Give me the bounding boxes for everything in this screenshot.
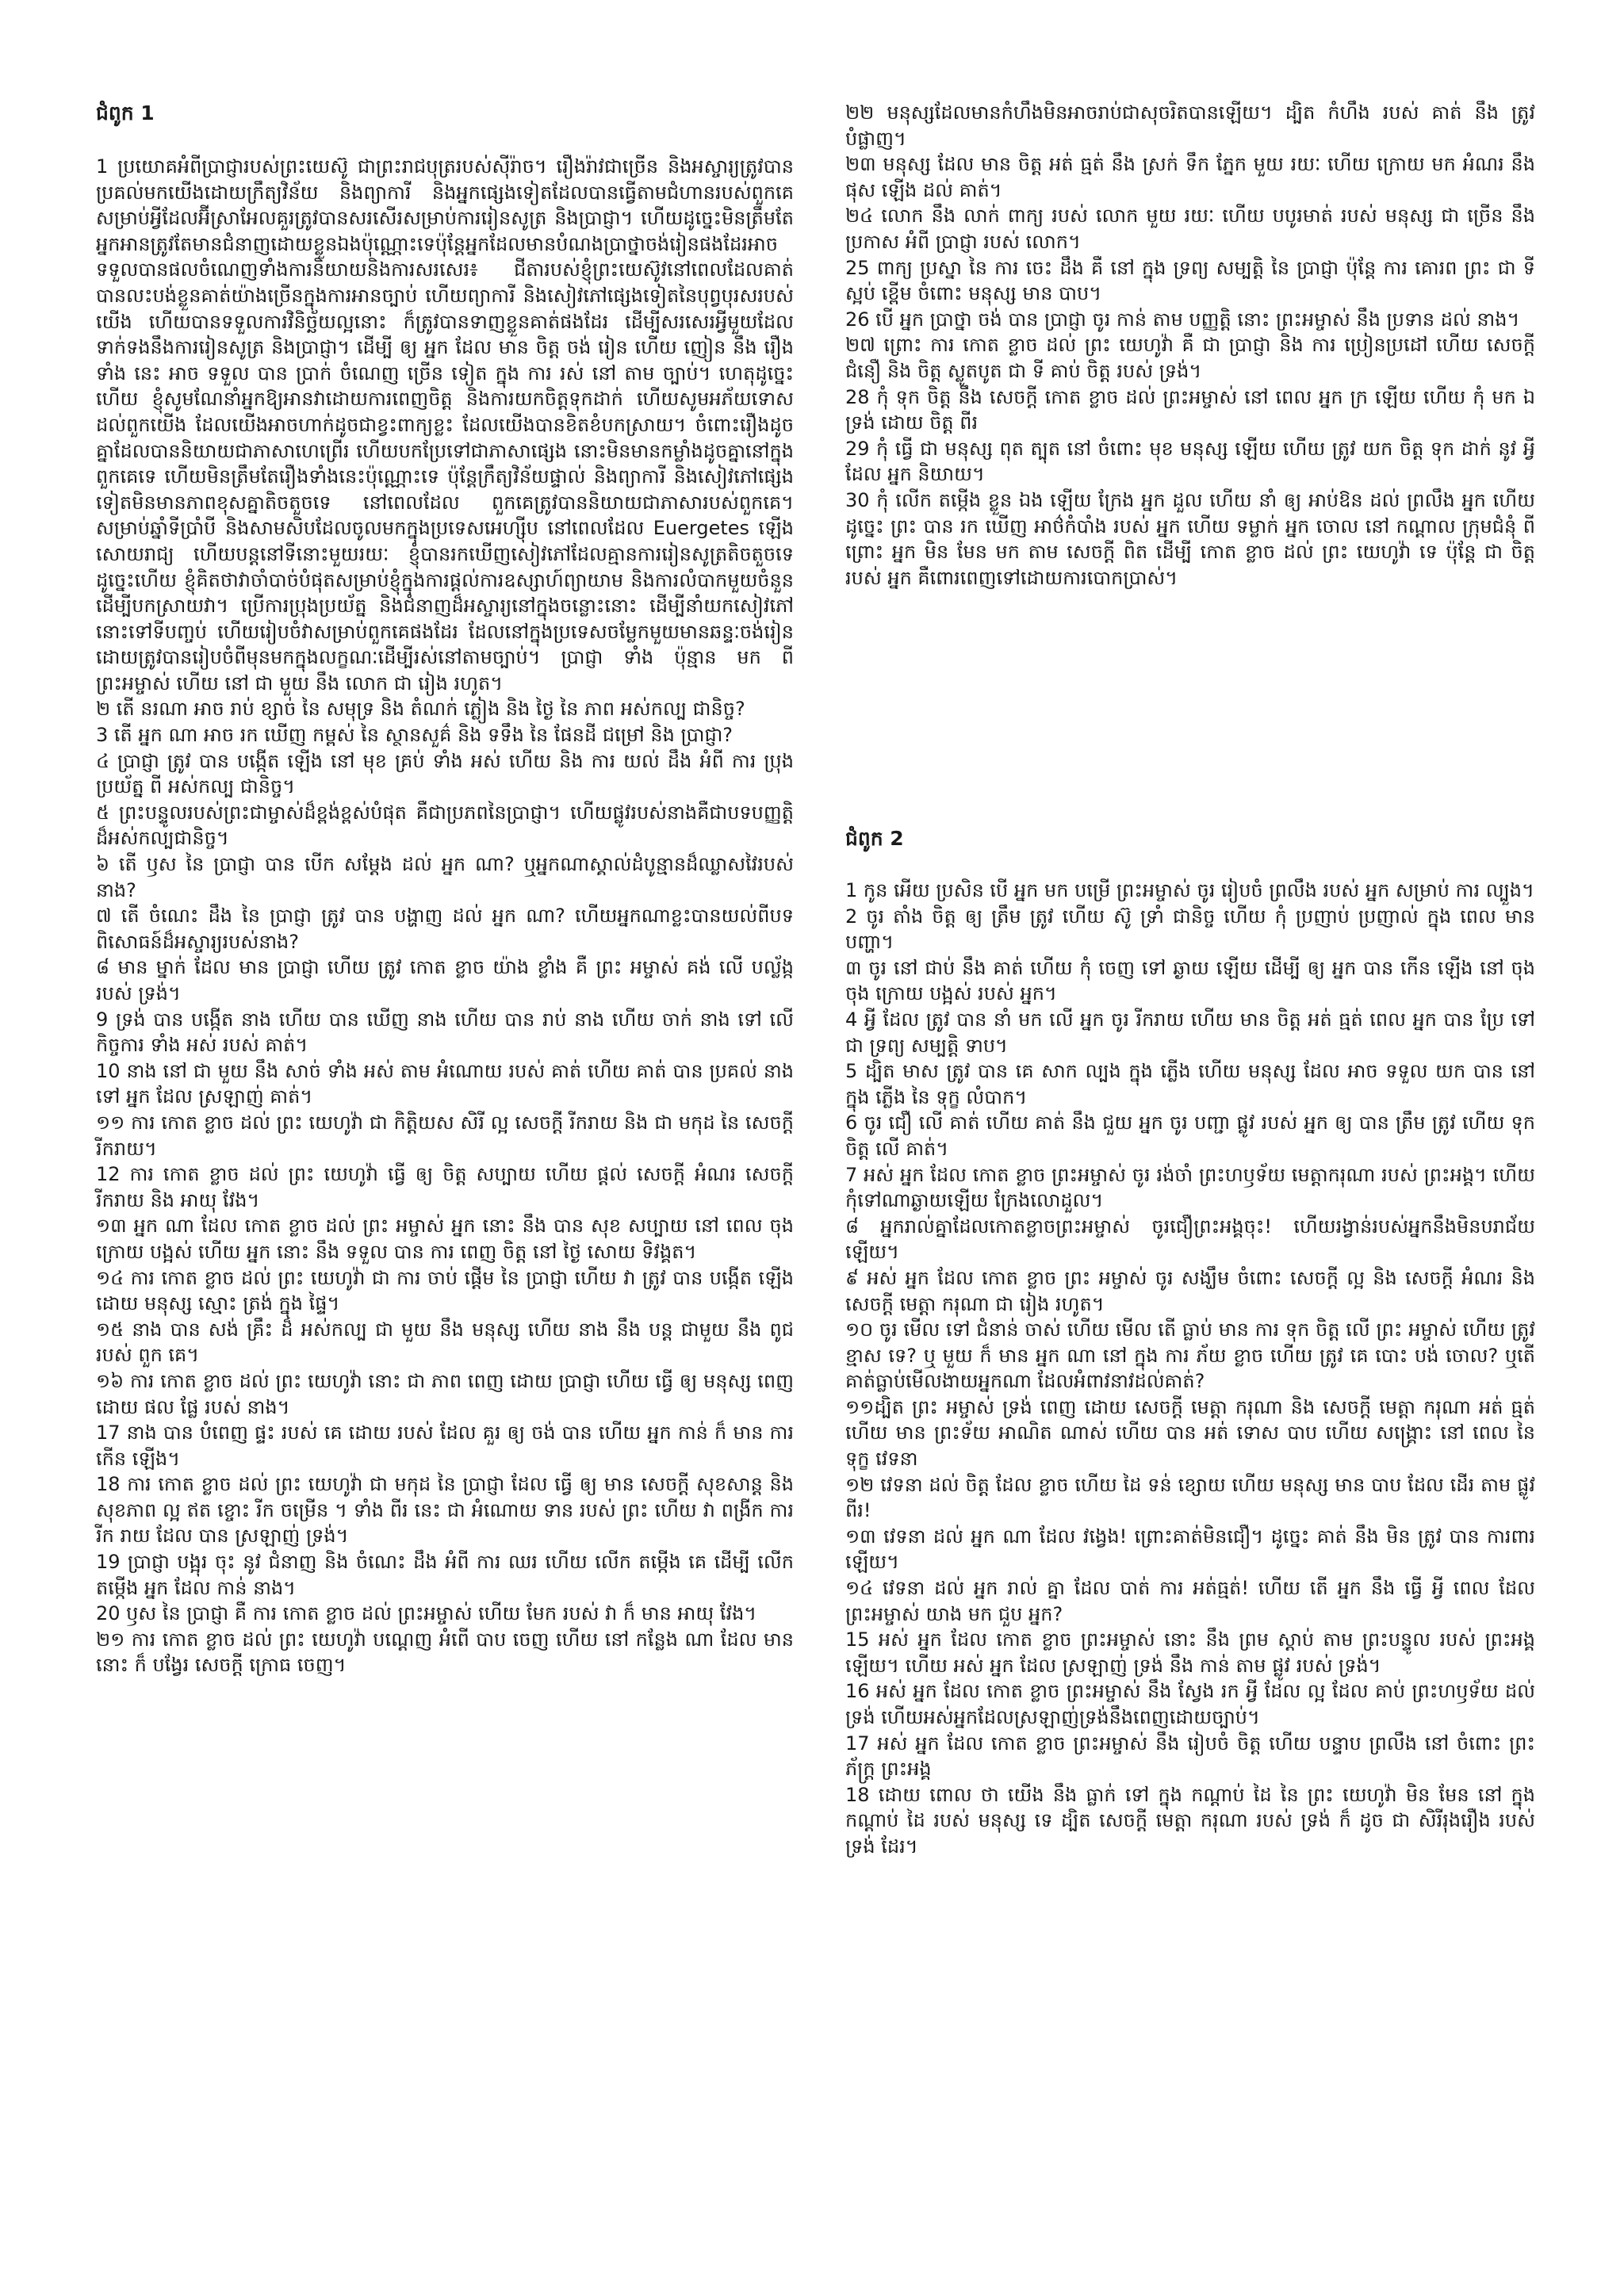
chapter-2-passage: 1 កូន អើយ ប្រសិន បើ អ្នក មក បម្រើ ព្រះអម្ចាស់ ចូរ រៀបចំ ព្រលឹង របស់ អ្នក សម្រាប់ ការ ល្បួង។ 2 ចូរ តាំង ចិត្ត ឲ្យ ត្រឹម ត្រូវ ហើយ ស៊ូ ទ្រាំ ជានិច្ច ហើយ កុំ ប្រញាប់ ប្រញាល់ ក្នុង ពេល មាន បញ្ហា។ ៣ ចូរ នៅ ជាប់ នឹង គាត់ ហើយ កុំ ចេញ ទៅ ឆ្ងាយ ឡើយ ដើម្បី ឲ្យ អ្នក បាន កើន ឡើង នៅ ចុង ចុង ក្រោយ បង្អស់ របស់ អ្នក។ 4 អ្វី ដែល ត្រូវ បាន នាំ មក លើ អ្នក ចូរ រីករាយ ហើយ មាន ចិត្ត អត់ ធ្មត់ ពេល អ្នក បាន ប្រែ ទៅ ជា ទ្រព្យ សម្បត្តិ ទាប។ 5 ដ្បិត មាស ត្រូវ បាន គេ សាក ល្បង ក្នុង ភ្លើង ហើយ មនុស្ស ដែល អាច ទទួល យក បាន នៅ ក្នុង ភ្លើង នៃ ទុក្ខ លំបាក។ 6 ចូរ ជឿ លើ គាត់ ហើយ គាត់ នឹង ជួយ អ្នក ចូរ បញ្ជា ផ្លូវ របស់ អ្នក ឲ្យ បាន ត្រឹម ត្រូវ ហើយ ទុក ចិត្ត លើ គាត់។ 7 អស់ អ្នក ដែល កោត ខ្លាច ព្រះអម្ចាស់ ចូរ រង់ចាំ ព្រះហឫទ័យ មេត្តាករុណា របស់ ព្រះអង្គ។ ហើយកុំទៅណាឆ្ងាយឡើយ ក្រែងលោដួល។ ៨ អ្នករាល់គ្នាដែលកោតខ្លាចព្រះអម្ចាស់ ចូរជឿព្រះអង្គចុះ! ហើយរង្វាន់របស់អ្នកនឹងមិនបរាជ័យឡើយ។ ៩ អស់ អ្នក ដែល កោត ខ្លាច ព្រះ អម្ចាស់ ចូរ សង្ឃឹម ចំពោះ សេចក្តី ល្អ និង សេចក្តី អំណរ និង សេចក្តី មេត្តា ករុណា ជា រៀង រហូត។ ១០ ចូរ មើល ទៅ ជំនាន់ ចាស់ ហើយ មើល តើ ធ្លាប់ មាន ការ ទុក ចិត្ត លើ ព្រះ អម្ចាស់ ហើយ ត្រូវ ខ្មាស ទេ? ឬ មួយ ក៏ មាន អ្នក ណា នៅ ក្នុង ការ ភ័យ ខ្លាច ហើយ ត្រូវ គេ បោះ បង់ ចោល? ឬតើគាត់ធ្លាប់មើលងាយអ្នកណា ដែលអំពាវនាវដល់គាត់? ១១ដ្បិត ព្រះ អម្ចាស់ ទ្រង់ ពេញ ដោយ សេចក្តី មេត្តា ករុណា និង សេចក្ដី មេត្តា ករុណា អត់ ធ្មត់ ហើយ មាន ព្រះទ័យ អាណិត ណាស់ ហើយ បាន អត់ ទោស បាប ហើយ សង្គ្រោះ នៅ ពេល នៃ ទុក្ខ វេទនា ១២ វេទនា ដល់ ចិត្ត ដែល ខ្លាច ហើយ ដៃ ទន់ ខ្សោយ ហើយ មនុស្ស មាន បាប ដែល ដើរ តាម ផ្លូវ ពីរ! ១៣ វេទនា ដល់ អ្នក ណា ដែល វង្វេង! ព្រោះគាត់មិនជឿ។ ដូច្នេះ គាត់ នឹង មិន ត្រូវ បាន ការពារ ឡើយ។ ១៤ វេទនា ដល់ អ្នក រាល់ គ្នា ដែល បាត់ ការ អត់ធ្មត់! ហើយ តើ អ្នក នឹង ធ្វើ អ្វី ពេល ដែល ព្រះអម្ចាស់ យាង មក ជួប អ្នក? 15 អស់ អ្នក ដែល កោត ខ្លាច ព្រះអម្ចាស់ នោះ នឹង ព្រម ស្តាប់ តាម ព្រះបន្ទូល របស់ ព្រះអង្គ ឡើយ។ ហើយ អស់ អ្នក ដែល ស្រឡាញ់ ទ្រង់ នឹង កាន់ តាម ផ្លូវ របស់ ទ្រង់។ 16 អស់ អ្នក ដែល កោត ខ្លាច ព្រះអម្ចាស់ នឹង ស្វែង រក អ្វី ដែល ល្អ ដែល គាប់ ព្រះហឫទ័យ ដល់ ទ្រង់ ហើយអស់អ្នកដែលស្រឡាញ់ទ្រង់នឹងពេញដោយច្បាប់។ 17 អស់ អ្នក ដែល កោត ខ្លាច ព្រះអម្ចាស់ នឹង រៀបចំ ចិត្ត ហើយ បន្ទាប ព្រលឹង នៅ ចំពោះ ព្រះភ័ក្ត្រ ព្រះអង្គ 18 ដោយ ពោល ថា យើង នឹង ធ្លាក់ ទៅ ក្នុង កណ្ដាប់ ដៃ នៃ ព្រះ យេហូវ៉ា មិន មែន នៅ ក្នុង កណ្ដាប់ ដៃ របស់ មនុស្ស ទេ ដ្បិត សេចក្ដី មេត្តា ករុណា របស់ ទ្រង់ ក៏ ដូច ជា សិរីរុងរឿង របស់ ទ្រង់ ដែរ។ [845, 879, 1535, 1858]
chapter-2-heading: ជំពូក 2 [845, 827, 904, 850]
chapter-1-passage: 1 ប្រយោគអំពីប្រាជ្ញារបស់ព្រះយេស៊ូ ជាព្រះរាជបុត្ររបស់ស៊ីរ៉ាច។ រឿងរ៉ាវជាច្រើន និងអស្ចារ្យត្រូវបានប្រគល់មកយើងដោយក្រឹត្យវិន័យ និងព្យាការី និងអ្នកផ្សេងទៀតដែលបានធ្វើតាមជំហានរបស់ពួកគេ សម្រាប់អ្វីដែលអ៊ីស្រាអែលគួរត្រូវបានសរសើរសម្រាប់ការរៀនសូត្រ និងប្រាជ្ញា។ ហើយដូច្នេះមិនត្រឹមតែអ្នកអានត្រូវតែមានជំនាញដោយខ្លួនឯងប៉ុណ្ណោះទេប៉ុន្តែអ្នកដែលមានបំណងប្រាថ្នាចង់រៀនផងដែរអាចទទួលបានផលចំណេញទាំងការនិយាយនិងការសរសេរ៖ ជីតារបស់ខ្ញុំព្រះយេស៊ូវនៅពេលដែលគាត់បានលះបង់ខ្លួនគាត់យ៉ាងច្រើនក្នុងការអានច្បាប់ ហើយព្យាការី និងសៀវភៅផ្សេងទៀតនៃបុព្វបុរសរបស់យើង ហើយបានទទួលការវិនិច្ឆ័យល្អនោះ ក៏ត្រូវបានទាញខ្លួនគាត់ផងដែរ ដើម្បីសរសេរអ្វីមួយដែលទាក់ទងនឹងការរៀនសូត្រ និងប្រាជ្ញា។ ដើម្បី ឲ្យ អ្នក ដែល មាន ចិត្ត ចង់ រៀន ហើយ ញៀន នឹង រឿង ទាំង នេះ អាច ទទួល បាន ប្រាក់ ចំណេញ ច្រើន ទៀត ក្នុង ការ រស់ នៅ តាម ច្បាប់។ ហេតុដូច្នេះហើយ ខ្ញុំសូមណែនាំអ្នកឱ្យអានវាដោយការពេញចិត្ត និងការយកចិត្តទុកដាក់ ហើយសូមអភ័យទោសដល់ពួកយើង ដែលយើងអាចហាក់ដូចជាខ្វះពាក្យខ្លះ ដែលយើងបានខិតខំបកស្រាយ។ ចំពោះរឿងដូចគ្នាដែលបាននិយាយជាភាសាហេព្រើរ ហើយបកប្រែទៅជាភាសាផ្សេង នោះមិនមានកម្លាំងដូចគ្នានៅក្នុងពួកគេទេ ហើយមិនត្រឹមតែរឿងទាំងនេះប៉ុណ្ណោះទេ ប៉ុន្តែក្រឹត្យវិន័យផ្ទាល់ និងព្យាការី និងសៀវភៅផ្សេងទៀតមិនមានភាពខុសគ្នាតិចតួចទេ នៅពេលដែល ពួកគេត្រូវបាននិយាយជាភាសារបស់ពួកគេ។ សម្រាប់ឆ្នាំទីប្រាំបី និងសាមសិបដែលចូលមកក្នុងប្រទេសអេហ្ស៊ីប នៅពេលដែល Euergetes ឡើងសោយរាជ្យ ហើយបន្តនៅទីនោះមួយរយៈ ខ្ញុំបានរកឃើញសៀវភៅដែលគ្មានការរៀនសូត្រតិចតួចទេ ដូច្នេះហើយ ខ្ញុំគិតថាវាចាំបាច់បំផុតសម្រាប់ខ្ញុំក្នុងការផ្តល់ការឧស្សាហ៍ព្យាយាម និងការលំបាកមួយចំនួនដើម្បីបកស្រាយវា។ ប្រើការប្រុងប្រយ័ត្ន និងជំនាញដ៏អស្ចារ្យនៅក្នុងចន្លោះនោះ ដើម្បីនាំយកសៀវភៅនោះទៅទីបញ្ចប់ ហើយរៀបចំវាសម្រាប់ពួកគេផងដែរ ដែលនៅក្នុងប្រទេសចម្លែកមួយមានឆន្ទៈចង់រៀន ដោយត្រូវបានរៀបចំពីមុនមកក្នុងលក្ខណៈដើម្បីរស់នៅតាមច្បាប់។ ប្រាជ្ញា ទាំង ប៉ុន្មាន មក ពី ព្រះអម្ចាស់ ហើយ នៅ ជា មួយ នឹង លោក ជា រៀង រហូត។ ២ តើ នរណា អាច រាប់ ខ្សាច់ នៃ សមុទ្រ និង តំណក់ ភ្លៀង និង ថ្ងៃ នៃ ភាព អស់កល្ប ជានិច្ច? 3 តើ អ្នក ណា អាច រក ឃើញ កម្ពស់ នៃ ស្ថានសួគ៌ និង ទទឹង នៃ ផែនដី ជម្រៅ និង ប្រាជ្ញា? ៤ ប្រាជ្ញា ត្រូវ បាន បង្កើត ឡើង នៅ មុខ គ្រប់ ទាំង អស់ ហើយ និង ការ យល់ ដឹង អំពី ការ ប្រុង ប្រយ័ត្ន ពី អស់កល្ប ជានិច្ច។ ៥ ព្រះបន្ទូលរបស់ព្រះជាម្ចាស់ដ៏ខ្ពង់ខ្ពស់បំផុត គឺជាប្រភពនៃប្រាជ្ញា។ ហើយផ្លូវរបស់នាងគឺជាបទបញ្ញត្តិដ៏អស់កល្បជានិច្ច។ ៦ តើ ឫស នៃ ប្រាជ្ញា បាន បើក សម្តែង ដល់ អ្នក ណា? ឬអ្នកណាស្គាល់ដំបូន្មានដ៏ឈ្លាសវៃរបស់នាង? ៧ តើ ចំណេះ ដឹង នៃ ប្រាជ្ញា ត្រូវ បាន បង្ហាញ ដល់ អ្នក ណា? ហើយអ្នកណាខ្លះបានយល់ពីបទពិសោធន៍ដ៏អស្ចារ្យរបស់នាង? ៨ មាន ម្នាក់ ដែល មាន ប្រាជ្ញា ហើយ ត្រូវ កោត ខ្លាច យ៉ាង ខ្លាំង គឺ ព្រះ អម្ចាស់ គង់ លើ បល្ល័ង្ក របស់ ទ្រង់។ 9 ទ្រង់ បាន បង្កើត នាង ហើយ បាន ឃើញ នាង ហើយ បាន រាប់ នាង ហើយ ចាក់ នាង ទៅ លើ កិច្ចការ ទាំង អស់ របស់ គាត់។ 10 នាង នៅ ជា មួយ នឹង សាច់ ទាំង អស់ តាម អំណោយ របស់ គាត់ ហើយ គាត់ បាន ប្រគល់ នាង ទៅ អ្នក ដែល ស្រឡាញ់ គាត់។ ១១ ការ កោត ខ្លាច ដល់ ព្រះ យេហូវ៉ា ជា កិត្តិយស សិរី ល្អ សេចក្តី រីករាយ និង ជា មកុដ នៃ សេចក្តី រីករាយ។ 12 ការ កោត ខ្លាច ដល់ ព្រះ យេហូវ៉ា ធ្វើ ឲ្យ ចិត្ត សប្បាយ ហើយ ផ្តល់ សេចក្តី អំណរ សេចក្តី រីករាយ និង អាយុ វែង។ ១៣ អ្នក ណា ដែល កោត ខ្លាច ដល់ ព្រះ អម្ចាស់ អ្នក នោះ នឹង បាន សុខ សប្បាយ នៅ ពេល ចុង ក្រោយ បង្អស់ ហើយ អ្នក នោះ នឹង ទទួល បាន ការ ពេញ ចិត្ត នៅ ថ្ងៃ សោយ ទិវង្គត។ ១៤ ការ កោត ខ្លាច ដល់ ព្រះ យេហូវ៉ា ជា ការ ចាប់ ផ្ដើម នៃ ប្រាជ្ញា ហើយ វា ត្រូវ បាន បង្កើត ឡើង ដោយ មនុស្ស ស្មោះ ត្រង់ ក្នុង ផ្ទៃ។ ១៥ នាង បាន សង់ គ្រឹះ ដ៏ អស់កល្ប ជា មួយ នឹង មនុស្ស ហើយ នាង នឹង បន្ត ជាមួយ នឹង ពូជ របស់ ពួក គេ។ ១៦ ការ កោត ខ្លាច ដល់ ព្រះ យេហូវ៉ា នោះ ជា ភាព ពេញ ដោយ ប្រាជ្ញា ហើយ ធ្វើ ឲ្យ មនុស្ស ពេញ ដោយ ផល ផ្លែ របស់ នាង។ 17 នាង បាន បំពេញ ផ្ទះ របស់ គេ ដោយ របស់ ដែល គួរ ឲ្យ ចង់ បាន ហើយ អ្នក កាន់ ក៏ មាន ការ កើន ឡើង។ 18 ការ កោត ខ្លាច ដល់ ព្រះ យេហូវ៉ា ជា មកុដ នៃ ប្រាជ្ញា ដែល ធ្វើ ឲ្យ មាន សេចក្ដី សុខសាន្ត និង សុខភាព ល្អ ឥត ខ្ចោះ រីក ចម្រើន ។ ទាំង ពីរ នេះ ជា អំណោយ ទាន របស់ ព្រះ ហើយ វា ពង្រីក ការ រីក រាយ ដែល បាន ស្រឡាញ់ ទ្រង់។ 19 ប្រាជ្ញា បង្អុរ ចុះ នូវ ជំនាញ និង ចំណេះ ដឹង អំពី ការ ឈរ ហើយ លើក តម្កើង គេ ដើម្បី លើក តម្កើង អ្នក ដែល កាន់ នាង។ 20 ឫស នៃ ប្រាជ្ញា គឺ ការ កោត ខ្លាច ដល់ ព្រះអម្ចាស់ ហើយ មែក របស់ វា ក៏ មាន អាយុ វែង។ ២១ ការ កោត ខ្លាច ដល់ ព្រះ យេហូវ៉ា បណ្តេញ អំពើ បាប ចេញ ហើយ នៅ កន្លែង ណា ដែល មាន នោះ ក៏ បង្វែរ សេចក្ដី ក្រោធ ចេញ។ [96, 155, 794, 1677]
chapter-1-heading: ជំពូក 1 [96, 101, 155, 124]
chapter-1-continuation-passage: ២២ មនុស្សដែលមានកំហឹងមិនអាចរាប់ជាសុចរិតបានឡើយ។ ដ្បិត កំហឹង របស់ គាត់ នឹង ត្រូវ បំផ្លាញ។ ២៣ មនុស្ស ដែល មាន ចិត្ត អត់ ធ្មត់ នឹង ស្រក់ ទឹក ភ្នែក មួយ រយៈ ហើយ ក្រោយ មក អំណរ នឹង ផុស ឡើង ដល់ គាត់។ ២៤ លោក នឹង លាក់ ពាក្យ របស់ លោក មួយ រយៈ ហើយ បបូរមាត់ របស់ មនុស្ស ជា ច្រើន នឹង ប្រកាស អំពី ប្រាជ្ញា របស់ លោក។ 25 ពាក្យ ប្រស្នា នៃ ការ ចេះ ដឹង គឺ នៅ ក្នុង ទ្រព្យ សម្បត្តិ នៃ ប្រាជ្ញា ប៉ុន្តែ ការ គោរព ព្រះ ជា ទី ស្អប់ ខ្ពើម ចំពោះ មនុស្ស មាន បាប។ 26 បើ អ្នក ប្រាថ្នា ចង់ បាន ប្រាជ្ញា ចូរ កាន់ តាម បញ្ញត្តិ នោះ ព្រះអម្ចាស់ នឹង ប្រទាន ដល់ នាង។ ២៧ ព្រោះ ការ កោត ខ្លាច ដល់ ព្រះ យេហូវ៉ា គឺ ជា ប្រាជ្ញា និង ការ ប្រៀនប្រដៅ ហើយ សេចក្តី ជំនឿ និង ចិត្ត ស្លូតបូត ជា ទី គាប់ ចិត្ត របស់ ទ្រង់។ 28 កុំ ទុក ចិត្ត នឹង សេចក្តី កោត ខ្លាច ដល់ ព្រះអម្ចាស់ នៅ ពេល អ្នក ក្រ ឡើយ ហើយ កុំ មក ឯ ទ្រង់ ដោយ ចិត្ត ពីរ 29 កុំ ធ្វើ ជា មនុស្ស ពុត ត្បុត នៅ ចំពោះ មុខ មនុស្ស ឡើយ ហើយ ត្រូវ យក ចិត្ត ទុក ដាក់ នូវ អ្វី ដែល អ្នក និយាយ។ 30 កុំ លើក តម្កើង ខ្លួន ឯង ឡើយ ក្រែង អ្នក ដួល ហើយ នាំ ឲ្យ អាប់ឱន ដល់ ព្រលឹង អ្នក ហើយ ដូច្នេះ ព្រះ បាន រក ឃើញ អាថ៌កំបាំង របស់ អ្នក ហើយ ទម្លាក់ អ្នក ចោល នៅ កណ្ដាល ក្រុមជំនុំ ពី ព្រោះ អ្នក មិន មែន មក តាម សេចក្ដី ពិត ដើម្បី កោត ខ្លាច ដល់ ព្រះ យេហូវ៉ា ទេ ប៉ុន្តែ ជា ចិត្ត របស់ អ្នក គឺពោរពេញទៅដោយការបោកប្រាស់។ [845, 101, 1535, 589]
